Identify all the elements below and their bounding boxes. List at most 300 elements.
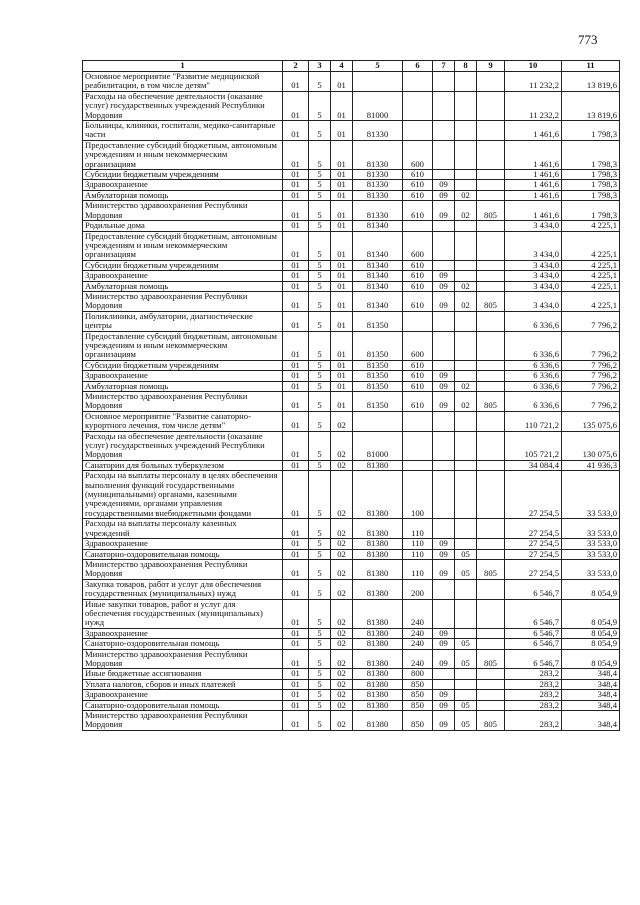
item-name-cell: Поликлиники, амбулатории, диагностические центры — [83, 311, 283, 331]
amount-col-11-cell: 1 798,3 — [562, 170, 620, 180]
amount-col-11-cell: 1 798,3 — [562, 201, 620, 221]
code-2-cell: 01 — [283, 121, 309, 141]
expense-type-cell — [403, 72, 433, 92]
code-2-cell: 01 — [283, 559, 309, 579]
subsection-cell — [455, 669, 477, 679]
item-name-cell: Амбулаторная помощь — [83, 381, 283, 391]
amount-col-11-cell: 1 798,3 — [562, 121, 620, 141]
amount-col-10-cell: 3 434,0 — [505, 231, 562, 260]
expense-type-cell: 610 — [403, 281, 433, 291]
ministry-code-cell: 805 — [477, 201, 505, 221]
amount-col-10-cell: 1 461,6 — [505, 190, 562, 200]
section-cell — [433, 579, 455, 599]
code-4-cell: 01 — [331, 271, 353, 281]
amount-col-11-cell: 33 533,0 — [562, 539, 620, 549]
expense-type-cell: 610 — [403, 170, 433, 180]
amount-col-10-cell: 11 232,2 — [505, 91, 562, 120]
code-3-cell: 5 — [309, 579, 331, 599]
subsection-cell — [455, 519, 477, 539]
code-3-cell: 5 — [309, 371, 331, 381]
expense-type-cell: 610 — [403, 371, 433, 381]
code-2-cell: 01 — [283, 460, 309, 470]
subsection-cell — [455, 690, 477, 700]
code-3-cell: 5 — [309, 91, 331, 120]
code-4-cell: 01 — [331, 190, 353, 200]
code-4-cell: 02 — [331, 711, 353, 731]
item-name-cell: Министерство здравоохранения Республики Мордовия — [83, 711, 283, 731]
column-header: 7 — [433, 61, 455, 72]
subsection-cell — [455, 679, 477, 689]
code-4-cell: 01 — [331, 311, 353, 331]
table-row — [83, 140, 620, 169]
table-row — [83, 260, 620, 270]
target-code-cell: 81380 — [353, 549, 403, 559]
ministry-code-cell — [477, 460, 505, 470]
amount-col-10-cell: 110 721,2 — [505, 411, 562, 431]
amount-col-10-cell: 27 254,5 — [505, 549, 562, 559]
section-cell — [433, 679, 455, 689]
section-cell — [433, 140, 455, 169]
subsection-cell: 02 — [455, 381, 477, 391]
section-cell — [433, 170, 455, 180]
table-row — [83, 649, 620, 669]
section-cell: 09 — [433, 271, 455, 281]
amount-col-11-cell: 130 075,6 — [562, 431, 620, 460]
table-row — [83, 381, 620, 391]
target-code-cell: 81380 — [353, 690, 403, 700]
table-row — [83, 549, 620, 559]
code-4-cell: 01 — [331, 201, 353, 221]
amount-col-10-cell: 3 434,0 — [505, 271, 562, 281]
code-2-cell: 01 — [283, 579, 309, 599]
code-2-cell: 01 — [283, 271, 309, 281]
item-name-cell: Закупка товаров, работ и услуг для обеспечения государственных (муниципальных) нужд — [83, 579, 283, 599]
subsection-cell — [455, 431, 477, 460]
section-cell — [433, 599, 455, 628]
amount-col-10-cell: 6 336,6 — [505, 371, 562, 381]
ministry-code-cell — [477, 271, 505, 281]
item-name-cell: Здравоохранение — [83, 180, 283, 190]
table-row — [83, 579, 620, 599]
section-cell — [433, 360, 455, 370]
section-cell: 09 — [433, 190, 455, 200]
subsection-cell — [455, 628, 477, 638]
subsection-cell: 05 — [455, 649, 477, 669]
target-code-cell: 81350 — [353, 331, 403, 360]
section-cell — [433, 460, 455, 470]
section-cell — [433, 431, 455, 460]
table-row — [83, 190, 620, 200]
amount-col-11-cell: 7 796,2 — [562, 331, 620, 360]
amount-col-11-cell: 8 054,9 — [562, 599, 620, 628]
code-3-cell: 5 — [309, 331, 331, 360]
expense-type-cell — [403, 221, 433, 231]
code-3-cell: 5 — [309, 392, 331, 412]
code-4-cell: 01 — [331, 371, 353, 381]
amount-col-11-cell: 348,4 — [562, 700, 620, 710]
code-2-cell: 01 — [283, 72, 309, 92]
amount-col-10-cell: 6 546,7 — [505, 649, 562, 669]
amount-col-11-cell: 41 936,3 — [562, 460, 620, 470]
section-cell: 09 — [433, 201, 455, 221]
target-code-cell: 81330 — [353, 190, 403, 200]
subsection-cell — [455, 311, 477, 331]
amount-col-10-cell: 6 336,6 — [505, 331, 562, 360]
code-3-cell: 5 — [309, 201, 331, 221]
target-code-cell: 81380 — [353, 471, 403, 519]
table-row — [83, 559, 620, 579]
code-4-cell: 02 — [331, 460, 353, 470]
subsection-cell — [455, 331, 477, 360]
ministry-code-cell — [477, 311, 505, 331]
code-3-cell: 5 — [309, 140, 331, 169]
code-4-cell: 02 — [331, 669, 353, 679]
target-code-cell: 81000 — [353, 91, 403, 120]
expense-type-cell — [403, 311, 433, 331]
amount-col-11-cell: 7 796,2 — [562, 381, 620, 391]
expense-type-cell: 600 — [403, 331, 433, 360]
column-header: 3 — [309, 61, 331, 72]
section-cell — [433, 260, 455, 270]
code-4-cell: 01 — [331, 221, 353, 231]
amount-col-10-cell: 6 546,7 — [505, 579, 562, 599]
amount-col-10-cell: 11 232,2 — [505, 72, 562, 92]
expense-type-cell — [403, 460, 433, 470]
target-code-cell: 81330 — [353, 170, 403, 180]
code-2-cell: 01 — [283, 190, 309, 200]
column-header: 10 — [505, 61, 562, 72]
expense-type-cell: 610 — [403, 381, 433, 391]
item-name-cell: Здравоохранение — [83, 539, 283, 549]
ministry-code-cell — [477, 669, 505, 679]
code-3-cell: 5 — [309, 539, 331, 549]
amount-col-10-cell: 27 254,5 — [505, 539, 562, 549]
target-code-cell: 81330 — [353, 201, 403, 221]
code-3-cell: 5 — [309, 360, 331, 370]
amount-col-10-cell: 1 461,6 — [505, 201, 562, 221]
item-name-cell: Здравоохранение — [83, 628, 283, 638]
amount-col-10-cell: 6 546,7 — [505, 628, 562, 638]
ministry-code-cell — [477, 700, 505, 710]
expense-type-cell — [403, 91, 433, 120]
code-2-cell: 01 — [283, 221, 309, 231]
code-2-cell: 01 — [283, 549, 309, 559]
expense-type-cell: 610 — [403, 260, 433, 270]
code-3-cell: 5 — [309, 690, 331, 700]
subsection-cell — [455, 140, 477, 169]
section-cell: 09 — [433, 559, 455, 579]
code-3-cell: 5 — [309, 669, 331, 679]
amount-col-11-cell: 4 225,1 — [562, 221, 620, 231]
code-4-cell: 01 — [331, 140, 353, 169]
amount-col-10-cell: 283,2 — [505, 679, 562, 689]
subsection-cell — [455, 460, 477, 470]
section-cell — [433, 471, 455, 519]
amount-col-11-cell: 4 225,1 — [562, 271, 620, 281]
code-4-cell: 01 — [331, 231, 353, 260]
item-name-cell: Министерство здравоохранения Республики Мордовия — [83, 201, 283, 221]
ministry-code-cell — [477, 411, 505, 431]
column-header: 11 — [562, 61, 620, 72]
code-3-cell: 5 — [309, 231, 331, 260]
amount-col-10-cell: 27 254,5 — [505, 559, 562, 579]
subsection-cell: 05 — [455, 549, 477, 559]
ministry-code-cell — [477, 190, 505, 200]
subsection-cell — [455, 539, 477, 549]
table-row — [83, 221, 620, 231]
amount-col-11-cell: 348,4 — [562, 690, 620, 700]
expense-type-cell: 110 — [403, 559, 433, 579]
section-cell: 09 — [433, 700, 455, 710]
subsection-cell — [455, 260, 477, 270]
code-4-cell: 02 — [331, 411, 353, 431]
code-4-cell: 02 — [331, 431, 353, 460]
code-4-cell: 02 — [331, 628, 353, 638]
section-cell — [433, 221, 455, 231]
expense-type-cell: 240 — [403, 599, 433, 628]
section-cell — [433, 72, 455, 92]
item-name-cell: Здравоохранение — [83, 371, 283, 381]
amount-col-11-cell: 135 075,6 — [562, 411, 620, 431]
code-3-cell: 5 — [309, 679, 331, 689]
section-cell — [433, 519, 455, 539]
item-name-cell: Здравоохранение — [83, 690, 283, 700]
subsection-cell — [455, 121, 477, 141]
code-2-cell: 01 — [283, 231, 309, 260]
ministry-code-cell: 805 — [477, 711, 505, 731]
amount-col-10-cell: 3 434,0 — [505, 281, 562, 291]
code-4-cell: 02 — [331, 579, 353, 599]
column-header: 5 — [353, 61, 403, 72]
target-code-cell: 81380 — [353, 639, 403, 649]
ministry-code-cell — [477, 519, 505, 539]
target-code-cell: 81350 — [353, 360, 403, 370]
item-name-cell: Родильные дома — [83, 221, 283, 231]
item-name-cell: Предоставление субсидий бюджетным, автономным учреждениям и иным некоммерческим организациям — [83, 231, 283, 260]
code-2-cell: 01 — [283, 381, 309, 391]
table-row — [83, 471, 620, 519]
code-2-cell: 01 — [283, 392, 309, 412]
code-2-cell: 01 — [283, 281, 309, 291]
amount-col-11-cell: 7 796,2 — [562, 360, 620, 370]
amount-col-10-cell: 283,2 — [505, 669, 562, 679]
table-row — [83, 180, 620, 190]
item-name-cell: Предоставление субсидий бюджетным, автономным учреждениям и иным некоммерческим организациям — [83, 140, 283, 169]
amount-col-11-cell: 8 054,9 — [562, 628, 620, 638]
code-4-cell: 02 — [331, 700, 353, 710]
code-4-cell: 02 — [331, 679, 353, 689]
ministry-code-cell — [477, 431, 505, 460]
expense-type-cell: 610 — [403, 180, 433, 190]
expense-type-cell: 800 — [403, 669, 433, 679]
item-name-cell: Предоставление субсидий бюджетным, автономным учреждениям и иным некоммерческим организациям — [83, 331, 283, 360]
amount-col-11-cell: 8 054,9 — [562, 639, 620, 649]
subsection-cell — [455, 360, 477, 370]
subsection-cell: 05 — [455, 711, 477, 731]
amount-col-10-cell: 283,2 — [505, 690, 562, 700]
code-2-cell: 01 — [283, 471, 309, 519]
target-code-cell: 81380 — [353, 579, 403, 599]
item-name-cell: Уплата налогов, сборов и иных платежей — [83, 679, 283, 689]
code-3-cell: 5 — [309, 311, 331, 331]
item-name-cell: Расходы на выплаты персоналу в целях обеспечения выполнения функций государственными (муниципальными) органами, казенными учреждениями, органами управления государственными внебюджетными фондами — [83, 471, 283, 519]
table-row — [83, 121, 620, 141]
amount-col-11-cell: 33 533,0 — [562, 549, 620, 559]
code-3-cell: 5 — [309, 700, 331, 710]
target-code-cell: 81380 — [353, 599, 403, 628]
expense-type-cell — [403, 411, 433, 431]
ministry-code-cell — [477, 549, 505, 559]
ministry-code-cell — [477, 360, 505, 370]
ministry-code-cell — [477, 170, 505, 180]
code-4-cell: 01 — [331, 381, 353, 391]
target-code-cell: 81380 — [353, 460, 403, 470]
section-cell: 09 — [433, 639, 455, 649]
ministry-code-cell: 805 — [477, 291, 505, 311]
table-row — [83, 201, 620, 221]
code-2-cell: 01 — [283, 371, 309, 381]
code-4-cell: 02 — [331, 649, 353, 669]
amount-col-10-cell: 1 461,6 — [505, 121, 562, 141]
expense-type-cell — [403, 431, 433, 460]
amount-col-11-cell: 4 225,1 — [562, 260, 620, 270]
target-code-cell: 81380 — [353, 700, 403, 710]
code-4-cell: 02 — [331, 549, 353, 559]
expense-type-cell: 240 — [403, 649, 433, 669]
section-cell: 09 — [433, 281, 455, 291]
section-cell — [433, 411, 455, 431]
table-row — [83, 291, 620, 311]
code-3-cell: 5 — [309, 549, 331, 559]
item-name-cell: Субсидии бюджетным учреждениям — [83, 360, 283, 370]
code-4-cell: 02 — [331, 539, 353, 549]
table-row — [83, 679, 620, 689]
code-3-cell: 5 — [309, 519, 331, 539]
table-row — [83, 519, 620, 539]
item-name-cell: Министерство здравоохранения Республики Мордовия — [83, 649, 283, 669]
code-3-cell: 5 — [309, 291, 331, 311]
amount-col-11-cell: 348,4 — [562, 669, 620, 679]
amount-col-10-cell: 1 461,6 — [505, 170, 562, 180]
item-name-cell: Иные бюджетные ассигнования — [83, 669, 283, 679]
code-2-cell: 01 — [283, 649, 309, 669]
table-header-row — [83, 61, 620, 72]
code-3-cell: 5 — [309, 559, 331, 579]
ministry-code-cell — [477, 72, 505, 92]
section-cell: 09 — [433, 392, 455, 412]
code-3-cell: 5 — [309, 639, 331, 649]
amount-col-11-cell: 8 054,9 — [562, 579, 620, 599]
ministry-code-cell — [477, 679, 505, 689]
code-3-cell: 5 — [309, 170, 331, 180]
expense-type-cell: 110 — [403, 539, 433, 549]
code-4-cell: 01 — [331, 260, 353, 270]
target-code-cell: 81340 — [353, 271, 403, 281]
code-2-cell: 01 — [283, 91, 309, 120]
table-row — [83, 711, 620, 731]
ministry-code-cell — [477, 371, 505, 381]
code-2-cell: 01 — [283, 360, 309, 370]
item-name-cell: Амбулаторная помощь — [83, 190, 283, 200]
code-4-cell: 01 — [331, 72, 353, 92]
code-3-cell: 5 — [309, 628, 331, 638]
code-4-cell: 01 — [331, 281, 353, 291]
budget-table — [82, 60, 620, 731]
expense-type-cell: 200 — [403, 579, 433, 599]
column-header: 2 — [283, 61, 309, 72]
target-code-cell: 81350 — [353, 371, 403, 381]
code-2-cell: 01 — [283, 539, 309, 549]
target-code-cell: 81330 — [353, 140, 403, 169]
amount-col-10-cell: 283,2 — [505, 711, 562, 731]
target-code-cell: 81380 — [353, 519, 403, 539]
column-header: 6 — [403, 61, 433, 72]
code-4-cell: 02 — [331, 559, 353, 579]
table-body — [83, 72, 620, 731]
section-cell: 09 — [433, 180, 455, 190]
code-3-cell: 5 — [309, 72, 331, 92]
item-name-cell: Здравоохранение — [83, 271, 283, 281]
code-4-cell: 02 — [331, 599, 353, 628]
code-2-cell: 01 — [283, 669, 309, 679]
table-row — [83, 170, 620, 180]
code-3-cell: 5 — [309, 121, 331, 141]
code-3-cell: 5 — [309, 221, 331, 231]
item-name-cell: Министерство здравоохранения Республики Мордовия — [83, 559, 283, 579]
target-code-cell: 81380 — [353, 628, 403, 638]
code-4-cell: 01 — [331, 360, 353, 370]
item-name-cell: Санаторно-оздоровительная помощь — [83, 549, 283, 559]
code-3-cell: 5 — [309, 180, 331, 190]
expense-type-cell: 610 — [403, 271, 433, 281]
table-row — [83, 700, 620, 710]
amount-col-10-cell: 6 336,6 — [505, 360, 562, 370]
code-2-cell: 01 — [283, 331, 309, 360]
code-2-cell: 01 — [283, 431, 309, 460]
table-row — [83, 639, 620, 649]
subsection-cell: 02 — [455, 392, 477, 412]
code-2-cell: 01 — [283, 519, 309, 539]
ministry-code-cell — [477, 260, 505, 270]
table-row — [83, 411, 620, 431]
target-code-cell: 81350 — [353, 311, 403, 331]
amount-col-10-cell: 105 721,2 — [505, 431, 562, 460]
column-header: 4 — [331, 61, 353, 72]
target-code-cell: 81340 — [353, 291, 403, 311]
table-row — [83, 360, 620, 370]
code-2-cell: 01 — [283, 599, 309, 628]
ministry-code-cell — [477, 381, 505, 391]
section-cell — [433, 121, 455, 141]
table-row — [83, 460, 620, 470]
amount-col-11-cell: 7 796,2 — [562, 311, 620, 331]
expense-type-cell: 850 — [403, 700, 433, 710]
item-name-cell: Санаторно-оздоровительная помощь — [83, 639, 283, 649]
section-cell — [433, 91, 455, 120]
item-name-cell: Министерство здравоохранения Республики Мордовия — [83, 291, 283, 311]
item-name-cell: Расходы на обеспечение деятельности (оказание услуг) государственных учреждений Республики Мордовия — [83, 431, 283, 460]
item-name-cell: Министерство здравоохранения Республики Мордовия — [83, 392, 283, 412]
amount-col-10-cell: 3 434,0 — [505, 291, 562, 311]
table-row — [83, 392, 620, 412]
expense-type-cell: 610 — [403, 190, 433, 200]
amount-col-11-cell: 13 819,6 — [562, 72, 620, 92]
ministry-code-cell — [477, 221, 505, 231]
subsection-cell — [455, 371, 477, 381]
target-code-cell: 81340 — [353, 231, 403, 260]
target-code-cell — [353, 72, 403, 92]
subsection-cell: 02 — [455, 190, 477, 200]
